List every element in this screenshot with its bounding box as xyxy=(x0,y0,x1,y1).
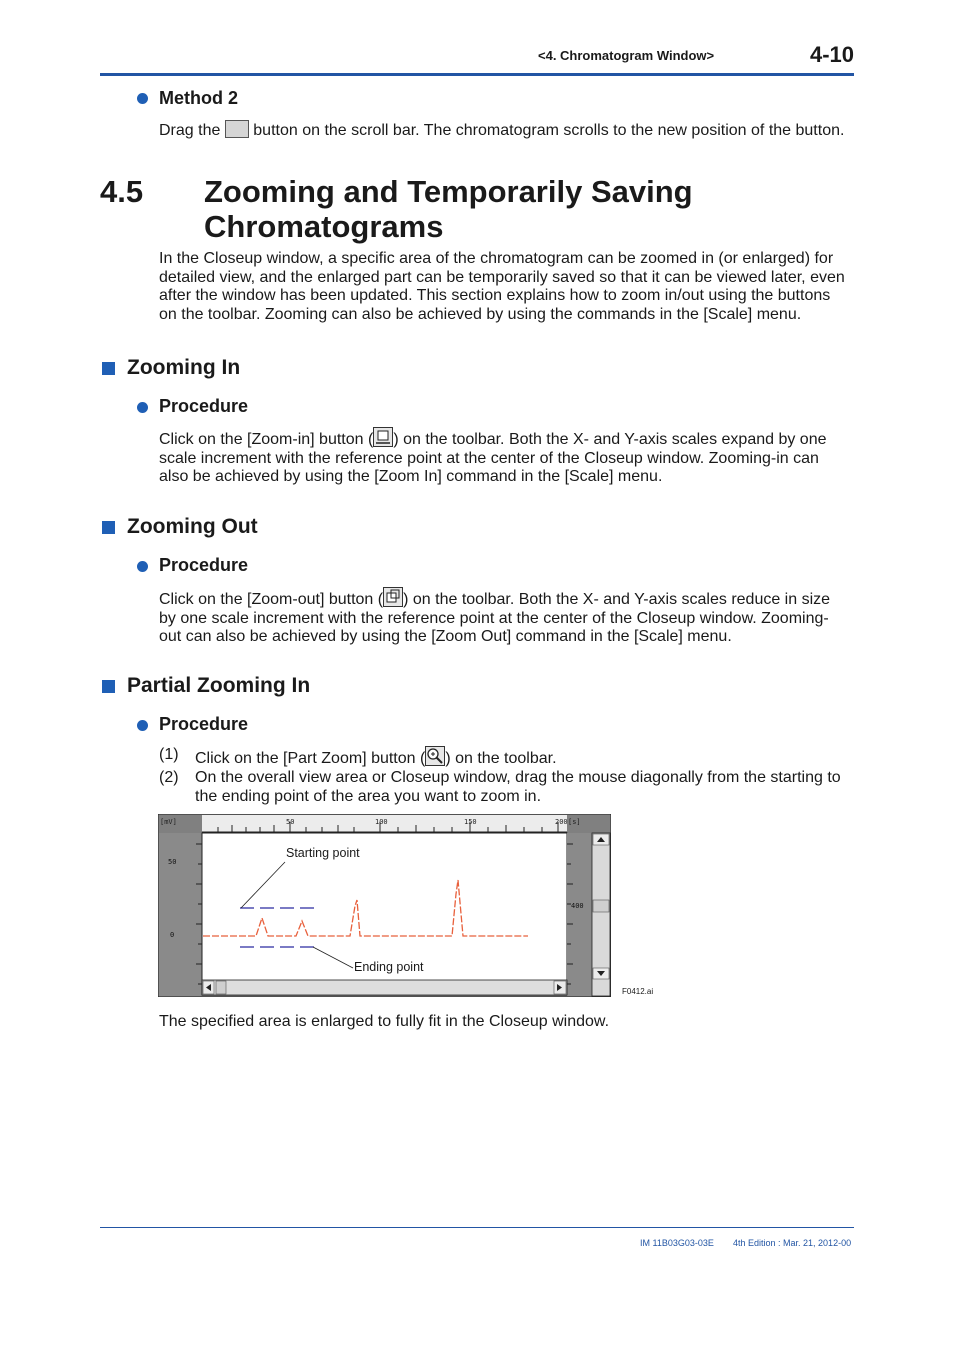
svg-text:[s]: [s] xyxy=(568,818,581,826)
zoom-out-icon xyxy=(383,587,403,607)
svg-text:50: 50 xyxy=(168,858,177,866)
zoom-out-bullet xyxy=(137,559,148,577)
svg-text:50: 50 xyxy=(286,818,295,826)
svg-text:[mV]: [mV] xyxy=(160,818,177,826)
zoom-out-text: Click on the [Zoom-out] button ( ) on the toolbar. Both the X- and Y-axis scales reduce in size by one scale increment with the reference point at the center of the Closeup window. Zooming- out can also be achieved by using the [Zoom Out] command in the [Scale] menu. xyxy=(159,587,859,647)
zoom-in-procedure: Procedure xyxy=(159,396,249,416)
zoom-out-procedure: Procedure xyxy=(159,555,249,575)
zoom-in-icon xyxy=(373,427,393,447)
chapter-header: <4. Chromatogram Window> xyxy=(538,48,715,63)
page-number: 4-10 xyxy=(810,42,855,67)
step2-number: (2) xyxy=(159,769,179,786)
ending-point-label: Ending point xyxy=(354,960,424,974)
partial-zoom-bullet xyxy=(137,718,148,736)
section-number: 4.5 xyxy=(100,174,144,209)
step1-text: Click on the [Part Zoom] button ( ) on the toolbar. xyxy=(195,746,557,769)
svg-text:150: 150 xyxy=(464,818,477,826)
method2-bullet xyxy=(137,91,148,109)
magnifier-icon xyxy=(425,746,445,766)
partial-zoom-heading: Partial Zooming In xyxy=(127,674,311,697)
closeup-window-figure xyxy=(158,814,611,997)
section-title-line1: Zooming and Temporarily Saving xyxy=(204,174,693,209)
section-intro: In the Closeup window, a specific area of the chromatogram can be zoomed in (or enlarged) for detailed view, and the enlarged part can be temporarily saved so that it can be viewed later, even after the window has been updated. This section explains how to zoom in/out using the buttons on the toolbar. Zooming can also be achieved by using the commands in the [Scale] menu. xyxy=(159,250,845,323)
method2-heading: Method 2 xyxy=(159,88,238,108)
scrollbar-thumb-icon xyxy=(225,120,249,138)
method2-text: Drag the button on the scroll bar. The chromatogram scrolls to the new position of the button. xyxy=(159,122,845,139)
zoom-in-bullet xyxy=(137,400,148,418)
zoom-in-marker xyxy=(102,362,115,380)
starting-point-label: Starting point xyxy=(286,846,360,860)
result-text: The specified area is enlarged to fully fit in the Closeup window. xyxy=(159,1013,610,1030)
footer-rule xyxy=(100,1227,854,1228)
svg-text:200: 200 xyxy=(555,818,568,826)
svg-text:100: 100 xyxy=(375,818,388,826)
section-title-line2: Chromatograms xyxy=(204,209,444,244)
zoom-in-heading: Zooming In xyxy=(127,356,241,379)
partial-zoom-procedure: Procedure xyxy=(159,714,249,734)
zoom-out-heading: Zooming Out xyxy=(127,515,258,538)
step1-number: (1) xyxy=(159,746,179,763)
partial-zoom-marker xyxy=(102,680,115,698)
zoom-out-marker xyxy=(102,521,115,539)
zoom-in-text: Click on the [Zoom-in] button ( ) on the toolbar. Both the X- and Y-axis scales expand by one scale increment with the reference point at the center of the Closeup window. Zooming-in can also be achieved by using the [Zoom In] command in the [Scale] menu. xyxy=(159,427,859,487)
header-rule xyxy=(100,73,854,76)
svg-text:0: 0 xyxy=(170,931,175,939)
step2-text: On the overall view area or Closeup window, drag the mouse diagonally from the starting to the ending point of the area you want to zoom in. xyxy=(195,769,841,805)
document-id: IM 11B03G03-03E xyxy=(640,1238,714,1248)
edition-date: 4th Edition : Mar. 21, 2012-00 xyxy=(733,1238,852,1248)
figure-id: F0412.ai xyxy=(622,987,654,996)
svg-text:400: 400 xyxy=(571,902,584,910)
